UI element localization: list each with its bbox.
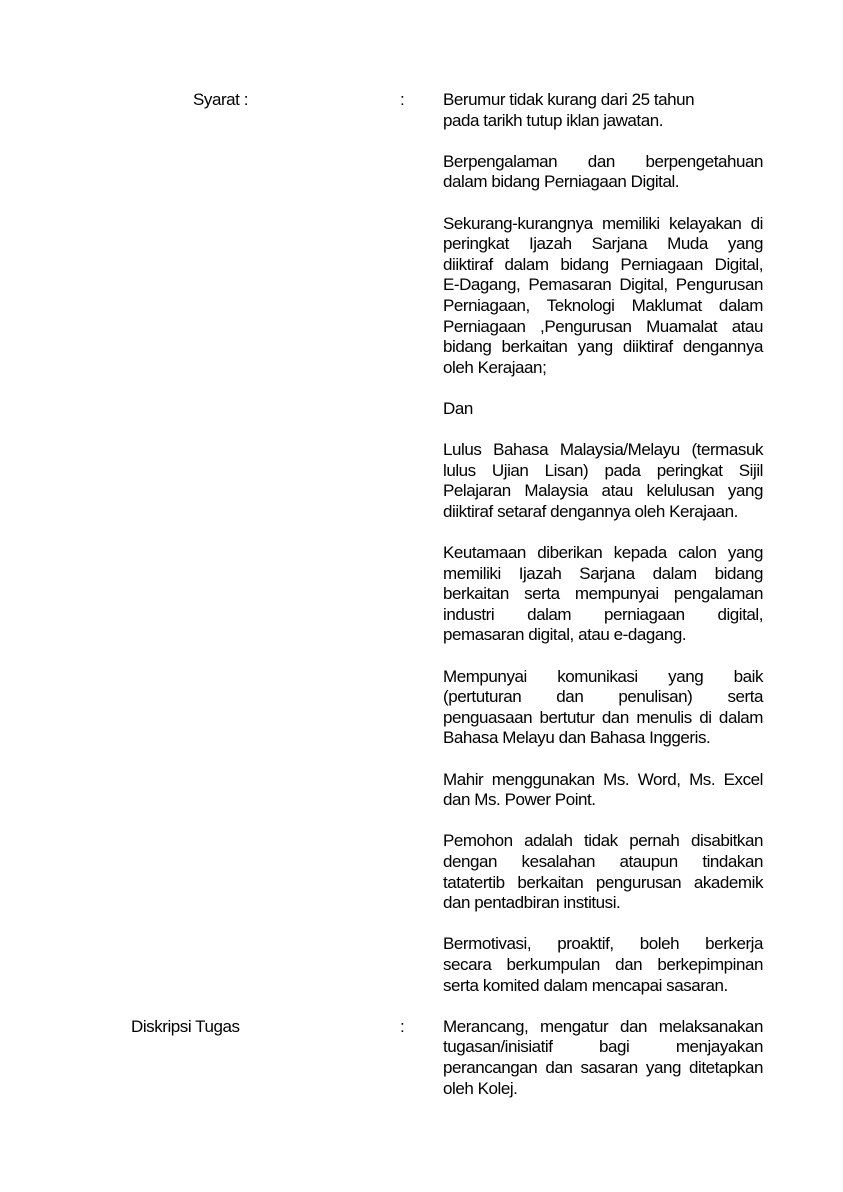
text-line: memiliki Ijazah Sarjana dalam bidang: [443, 563, 763, 583]
document-row: [131, 90, 763, 996]
text-line: tugasan/inisiatif bagi menjayakan: [443, 1037, 763, 1057]
text-line: lulus Ujian Lisan) pada peringkat Sijil: [443, 460, 763, 480]
text-line: perancangan dan sasaran yang ditetapkan: [443, 1057, 763, 1077]
text-line: pada tarikh tutup iklan jawatan.: [443, 110, 663, 130]
text-line: peringkat Ijazah Sarjana Muda yang: [443, 234, 763, 254]
text-line: tatatertib berkaitan pengurusan akademik: [443, 872, 763, 892]
document-row: [131, 1017, 763, 1099]
text-line: berkaitan serta mempunyai pengalaman: [443, 584, 763, 604]
text-line: pemasaran digital, atau e-dagang.: [443, 625, 687, 645]
paragraph: [443, 934, 763, 996]
document-body: [131, 90, 763, 1099]
text-line: dan pentadbiran institusi.: [443, 893, 621, 913]
text-line: penguasaan bertutur dan menulis di dalam: [443, 707, 763, 727]
text-line: oleh Kolej.: [443, 1078, 518, 1098]
paragraph: [443, 399, 763, 420]
text-line: Mempunyai komunikasi yang baik: [443, 666, 763, 686]
row-label: Syarat :: [193, 90, 248, 109]
paragraph: [443, 667, 763, 749]
paragraph: [443, 440, 763, 522]
row-separator: :: [400, 90, 405, 109]
paragraph: [443, 1017, 763, 1099]
text-line: bidang berkaitan yang diiktiraf dengannya: [443, 337, 763, 357]
paragraph: [443, 543, 763, 646]
text-line: Keutamaan diberikan kepada calon yang: [443, 543, 763, 563]
text-line: Merancang, mengatur dan melaksanakan: [443, 1016, 763, 1036]
paragraph: [443, 214, 763, 379]
text-line: Berumur tidak kurang dari 25 tahun: [443, 90, 695, 109]
text-line: industri dalam perniagaan digital,: [443, 604, 763, 624]
paragraph: [443, 831, 763, 913]
text-line: secara berkumpulan dan berkepimpinan: [443, 954, 763, 974]
paragraph: [443, 770, 763, 811]
text-line: Perniagaan, Teknologi Maklumat dalam: [443, 295, 763, 315]
paragraph: [443, 90, 763, 131]
text-line: dalam bidang Perniagaan Digital.: [443, 172, 680, 192]
text-line: dengan kesalahan ataupun tindakan: [443, 851, 763, 871]
text-line: oleh Kerajaan;: [443, 357, 547, 377]
text-line: (pertuturan dan penulisan) serta: [443, 687, 763, 707]
row-separator: :: [400, 1016, 405, 1036]
text-line: Mahir menggunakan Ms. Word, Ms. Excel: [443, 769, 763, 789]
text-line: diiktiraf dalam bidang Perniagaan Digital,: [443, 254, 763, 274]
text-line: serta komited dalam mencapai sasaran.: [443, 975, 728, 995]
text-line: Pelajaran Malaysia atau kelulusan yang: [443, 481, 763, 501]
text-line: Lulus Bahasa Malaysia/Melayu (termasuk: [443, 440, 763, 460]
text-line: diiktiraf setaraf dengannya oleh Kerajaan.: [443, 501, 738, 521]
text-line: Dan: [443, 398, 473, 418]
text-line: Bermotivasi, proaktif, boleh berkerja: [443, 934, 763, 954]
row-content: [443, 90, 763, 996]
paragraph: [443, 152, 763, 193]
text-line: Bahasa Melayu dan Bahasa Inggeris.: [443, 728, 711, 748]
text-line: Perniagaan ,Pengurusan Muamalat atau: [443, 316, 763, 336]
text-line: Berpengalaman dan berpengetahuan: [443, 151, 763, 171]
text-line: Pemohon adalah tidak pernah disabitkan: [443, 831, 763, 851]
row-label: Diskripsi Tugas: [131, 1016, 240, 1036]
row-content: [443, 1017, 763, 1099]
text-line: dan Ms. Power Point.: [443, 790, 596, 810]
text-line: E-Dagang, Pemasaran Digital, Pengurusan: [443, 275, 763, 295]
text-line: Sekurang-kurangnya memiliki kelayakan di: [443, 213, 763, 233]
